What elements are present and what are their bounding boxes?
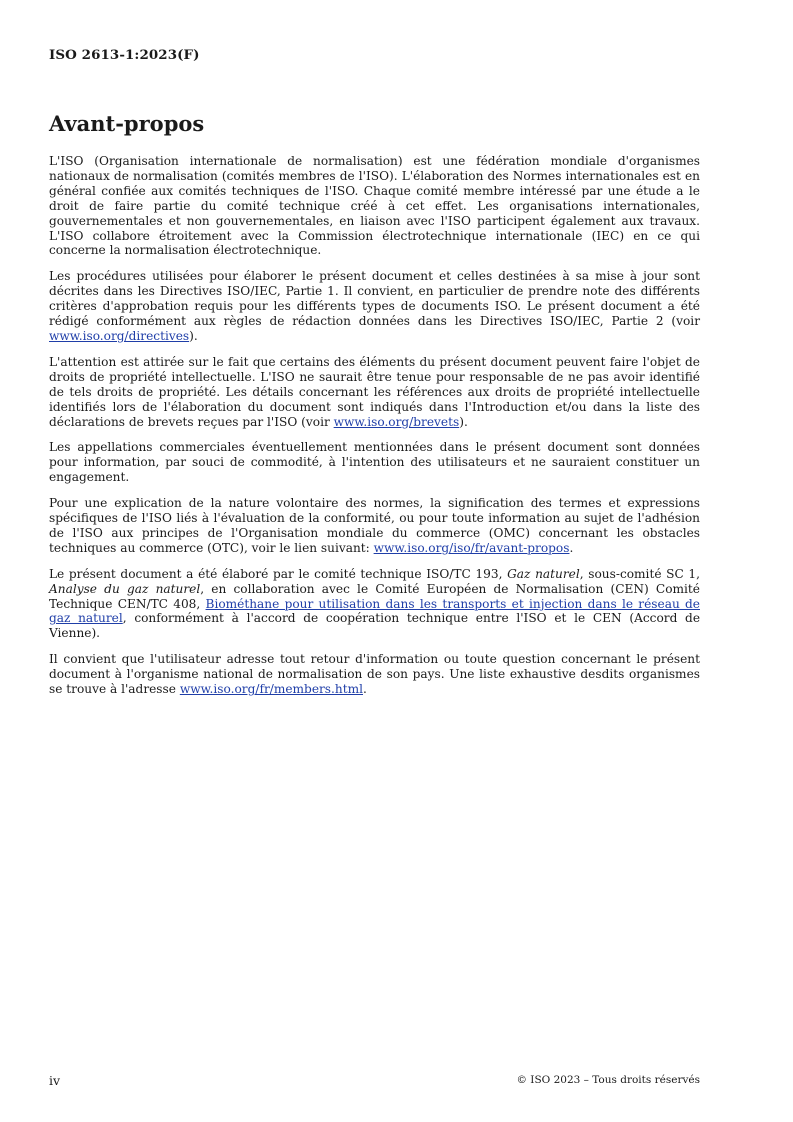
paragraph-text: ). bbox=[459, 414, 468, 429]
paragraph-procedures bbox=[49, 269, 700, 344]
paragraph-text: , en collaboration avec le Comité Européen de Normalisation (CEN) Comité Technique CEN/TC 408, bbox=[49, 581, 700, 611]
paragraph-text: , sous-comité SC 1, bbox=[579, 566, 701, 581]
page-title: Avant-propos bbox=[49, 111, 205, 136]
paragraph-committee bbox=[49, 567, 700, 642]
paragraph-text: . bbox=[569, 540, 574, 555]
paragraph-text: , conformément à l'accord de coopération technique entre l'ISO et le CEN (Accord de Vienne). bbox=[49, 611, 700, 641]
paragraph-text: L'attention est attirée sur le fait que certains des éléments du présent document peuvent faire l'objet de droits de propriété intellectuelle. L'ISO ne saurait être tenue pour responsable de ne pas avoir identifié de tels droits de propriété. Les détails concernant les références aux droits de propriété intellectuelle identifiés lors de l'élaboration du document sont indiqués dans l'Introduction et/ou dans la liste des déclarations de brevets reçues par l'ISO (voir bbox=[49, 354, 700, 429]
patents-link[interactable]: www.iso.org/brevets bbox=[333, 414, 460, 429]
subcommittee-name: Analyse du gaz naturel bbox=[49, 581, 201, 596]
paragraph-text: ). bbox=[189, 328, 198, 343]
document-identifier: ISO 2613-1:2023(F) bbox=[49, 47, 200, 63]
paragraph-feedback bbox=[49, 652, 700, 697]
directives-link[interactable]: www.iso.org/directives bbox=[49, 328, 190, 343]
paragraph-text: Pour une explication de la nature volontaire des normes, la signification des termes et expressions spécifiques de l'ISO liés à l'évaluation de la conformité, ou pour toute information au sujet de l'adhésion de l'ISO aux principes de l'Organisation mondiale du commerce (OMC) concernant les obstacles techniques au commerce (OTC), voir le lien suivant: bbox=[49, 496, 700, 555]
paragraph-patents bbox=[49, 355, 700, 430]
members-link[interactable]: www.iso.org/fr/members.html bbox=[179, 682, 363, 697]
cen-committee-link[interactable]: Biométhane pour utilisation dans les transports et injection dans le réseau de gaz naturel bbox=[49, 596, 700, 626]
paragraph-text: Le présent document a été élaboré par le comité technique ISO/TC 193, bbox=[49, 566, 508, 581]
paragraph-text: Les procédures utilisées pour élaborer le présent document et celles destinées à sa mise à jour sont décrites dans les Directives ISO/IEC, Partie 1. Il convient, en particulier de prendre note des différents critères d'approbation requis pour les différents types de documents ISO. Le présent document a été rédigé conformément aux règles de rédaction données dans les Directives ISO/IEC, Partie 2 (voir bbox=[49, 269, 700, 329]
page-number: iv bbox=[49, 1073, 61, 1088]
paragraph-trade-names: Les appellations commerciales éventuellement mentionnées dans le présent document sont données pour information, par souci de commodité, à l'intention des utilisateurs et ne sauraient constituer un engagement. bbox=[49, 440, 700, 485]
paragraph-voluntary-nature bbox=[49, 496, 700, 556]
copyright-notice: © ISO 2023 – Tous droits réservés bbox=[516, 1074, 700, 1086]
paragraph-text: . bbox=[363, 682, 367, 697]
committee-name: Gaz naturel bbox=[507, 566, 580, 581]
paragraph-iso-intro: L'ISO (Organisation internationale de normalisation) est une fédération mondiale d'organismes nationaux de normalisation (comités membres de l'ISO). L'élaboration des Normes internationales est en général confiée aux comités techniques de l'ISO. Chaque comité membre intéressé par une étude a le droit de faire partie du comité technique créé à cet effet. Les organisations internationales, gouvernementales et non gouvernementales, en liaison avec l'ISO participent également aux travaux. L'ISO collabore étroitement avec la Commission électrotechnique internationale (IEC) en ce qui concerne la normalisation électrotechnique. bbox=[49, 154, 700, 258]
foreword-link[interactable]: www.iso.org/iso/fr/avant-propos bbox=[373, 540, 570, 555]
foreword-body bbox=[49, 154, 700, 708]
paragraph-text: Il convient que l'utilisateur adresse tout retour d'information ou toute question concernant le présent document à l'organisme national de normalisation de son pays. Une liste exhaustive desdits organismes se trouve à l'adresse bbox=[49, 652, 700, 697]
